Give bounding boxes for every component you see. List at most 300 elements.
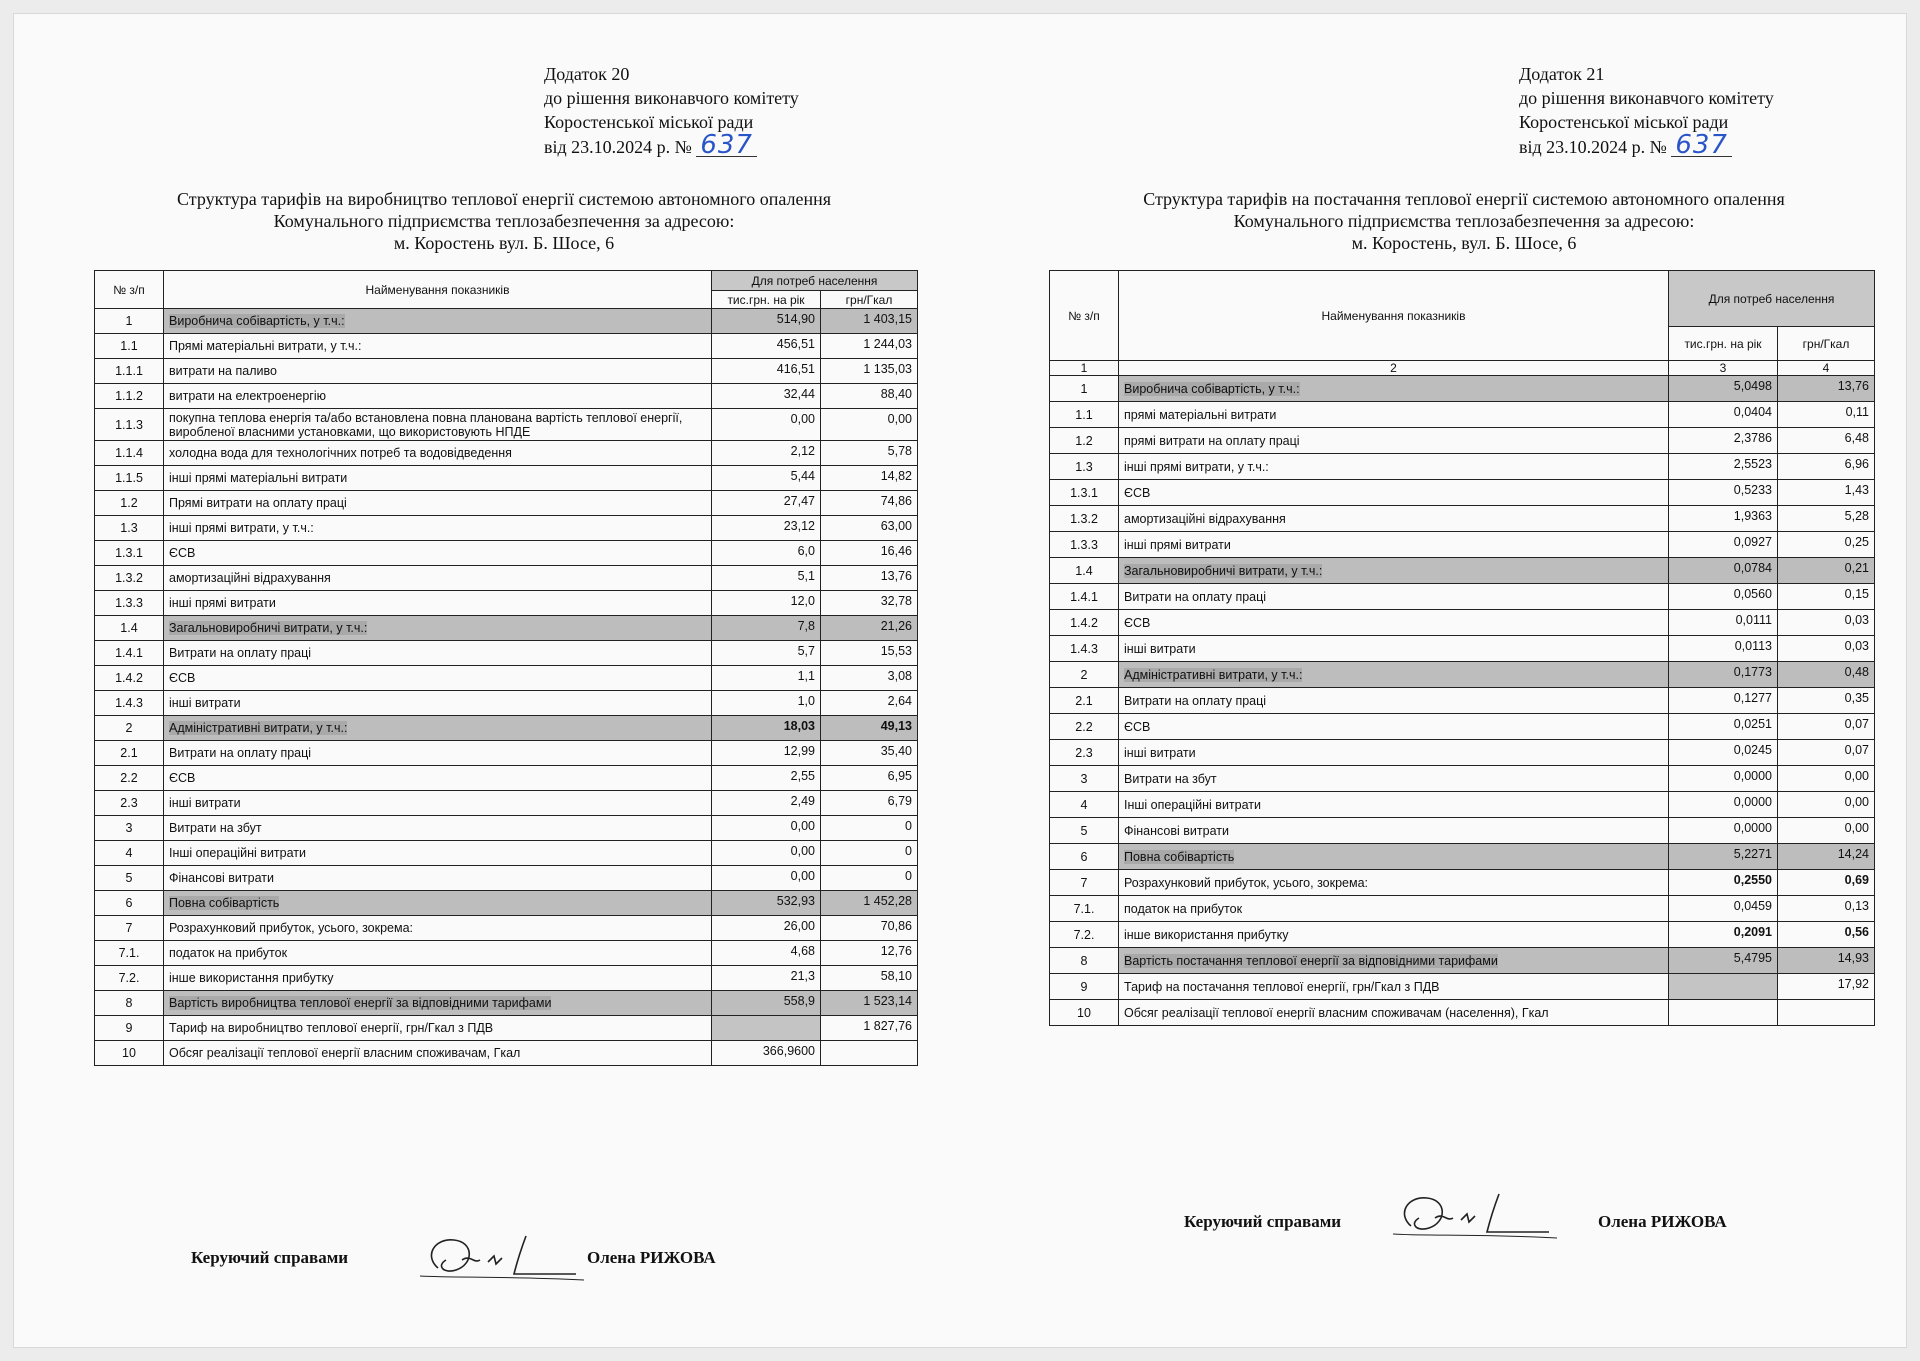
row-indicator-label: ЄСВ xyxy=(169,671,196,685)
row-indicator-name xyxy=(164,359,712,384)
tariff-structure-table xyxy=(1049,270,1875,1026)
row-value-uah-per-gcal: 3,08 xyxy=(821,666,918,691)
row-number: 10 xyxy=(1050,1000,1119,1026)
row-indicator-name xyxy=(1119,818,1669,844)
tariff-structure-table xyxy=(94,270,918,1066)
row-indicator-label: витрати на електроенергію xyxy=(169,389,326,403)
row-indicator-label: ЄСВ xyxy=(169,546,196,560)
row-number: 1.4.1 xyxy=(95,641,164,666)
row-value-uah-per-gcal: 0,15 xyxy=(1778,584,1875,610)
row-number: 2 xyxy=(95,716,164,741)
table-row xyxy=(95,816,918,841)
row-value-thousand-uah: 5,0498 xyxy=(1669,376,1778,402)
row-value-uah-per-gcal: 0,25 xyxy=(1778,532,1875,558)
row-number: 1.3.3 xyxy=(95,591,164,616)
appendix-label: Додаток 21 xyxy=(1519,64,1605,84)
row-value-uah-per-gcal: 0,21 xyxy=(1778,558,1875,584)
row-value-uah-per-gcal: 13,76 xyxy=(821,566,918,591)
row-indicator-label: прямі матеріальні витрати xyxy=(1124,407,1277,422)
table-row xyxy=(95,716,918,741)
row-indicator-label: Витрати на оплату праці xyxy=(169,646,312,660)
row-indicator-name xyxy=(164,641,712,666)
row-value-thousand-uah: 12,0 xyxy=(712,591,821,616)
table-row xyxy=(95,691,918,716)
table-row xyxy=(1050,480,1875,506)
row-value-uah-per-gcal: 5,78 xyxy=(821,441,918,466)
table-row xyxy=(95,566,918,591)
row-indicator-label: Загальновиробничі витрати, у т.ч.: xyxy=(169,621,368,635)
row-value-thousand-uah: 558,9 xyxy=(712,991,821,1016)
table-row xyxy=(1050,428,1875,454)
table-row xyxy=(1050,974,1875,1000)
row-value-thousand-uah: 12,99 xyxy=(712,741,821,766)
row-indicator-name xyxy=(164,791,712,816)
row-value-thousand-uah: 5,4795 xyxy=(1669,948,1778,974)
row-value-uah-per-gcal: 1 452,28 xyxy=(821,891,918,916)
row-indicator-label: інше використання прибутку xyxy=(1124,927,1289,942)
row-value-thousand-uah: 0,0111 xyxy=(1669,610,1778,636)
row-indicator-name xyxy=(164,916,712,941)
table-row xyxy=(95,791,918,816)
row-indicator-name xyxy=(164,1041,712,1066)
row-number: 8 xyxy=(95,991,164,1016)
row-indicator-label: Адміністративні витрати, у т.ч.: xyxy=(169,721,348,735)
row-value-uah-per-gcal: 6,95 xyxy=(821,766,918,791)
table-row xyxy=(95,591,918,616)
decision-number-handwritten: 637 xyxy=(1671,134,1732,157)
row-indicator-name xyxy=(164,666,712,691)
row-indicator-name xyxy=(164,991,712,1016)
row-value-uah-per-gcal: 1 403,15 xyxy=(821,309,918,334)
row-number: 1.4.2 xyxy=(1050,610,1119,636)
row-number: 9 xyxy=(1050,974,1119,1000)
table-row xyxy=(1050,844,1875,870)
row-value-thousand-uah: 0,0459 xyxy=(1669,896,1778,922)
row-number: 7 xyxy=(1050,870,1119,896)
row-indicator-label: Витрати на оплату праці xyxy=(169,746,312,760)
row-number: 9 xyxy=(95,1016,164,1041)
row-value-thousand-uah: 1,9363 xyxy=(1669,506,1778,532)
handwritten-signature xyxy=(1389,1188,1559,1242)
table-row xyxy=(95,941,918,966)
row-indicator-name xyxy=(164,966,712,991)
row-indicator-label: Розрахунковий прибуток, усього, зокрема: xyxy=(169,921,414,935)
row-indicator-name xyxy=(1119,376,1669,402)
row-value-uah-per-gcal: 2,64 xyxy=(821,691,918,716)
row-value-thousand-uah: 1,0 xyxy=(712,691,821,716)
row-value-uah-per-gcal: 0,13 xyxy=(1778,896,1875,922)
appendix-label: Додаток 20 xyxy=(544,64,630,84)
row-value-uah-per-gcal: 14,93 xyxy=(1778,948,1875,974)
row-value-uah-per-gcal: 1 523,14 xyxy=(821,991,918,1016)
row-indicator-name xyxy=(1119,610,1669,636)
appendix-header xyxy=(544,62,904,159)
table-row xyxy=(95,891,918,916)
row-number: 1.3.1 xyxy=(95,541,164,566)
table-row xyxy=(95,916,918,941)
row-indicator-name xyxy=(1119,558,1669,584)
row-indicator-name xyxy=(164,491,712,516)
row-value-thousand-uah: 0,0784 xyxy=(1669,558,1778,584)
row-indicator-label: Вартість виробництва теплової енергії за відповідними тарифами xyxy=(169,996,552,1010)
row-indicator-label: Витрати на оплату праці xyxy=(1124,693,1267,708)
row-value-uah-per-gcal: 63,00 xyxy=(821,516,918,541)
row-number: 1.1 xyxy=(1050,402,1119,428)
row-value-thousand-uah: 0,0245 xyxy=(1669,740,1778,766)
table-row xyxy=(95,359,918,384)
row-indicator-label: Повна собівартість xyxy=(169,896,280,910)
row-indicator-name xyxy=(1119,714,1669,740)
appendix-decision-line: до рішення виконавчого комітету xyxy=(1519,88,1774,108)
row-value-thousand-uah: 21,3 xyxy=(712,966,821,991)
row-number: 6 xyxy=(95,891,164,916)
row-value-thousand-uah: 27,47 xyxy=(712,491,821,516)
row-indicator-name xyxy=(164,384,712,409)
row-number: 1.3.3 xyxy=(1050,532,1119,558)
row-number: 1.3 xyxy=(95,516,164,541)
row-value-thousand-uah: 2,55 xyxy=(712,766,821,791)
table-row xyxy=(1050,818,1875,844)
row-value-thousand-uah xyxy=(1669,974,1778,1000)
row-value-uah-per-gcal xyxy=(1778,1000,1875,1026)
row-indicator-label: витрати на паливо xyxy=(169,364,277,378)
row-indicator-label: ЄСВ xyxy=(1124,485,1151,500)
row-indicator-name xyxy=(164,866,712,891)
column-index-4: 4 xyxy=(1778,361,1875,376)
row-value-uah-per-gcal: 88,40 xyxy=(821,384,918,409)
row-indicator-name xyxy=(164,516,712,541)
table-row xyxy=(1050,610,1875,636)
table-row xyxy=(1050,558,1875,584)
row-indicator-label: Фінансові витрати xyxy=(169,871,274,885)
row-value-thousand-uah: 0,1277 xyxy=(1669,688,1778,714)
row-value-uah-per-gcal: 6,48 xyxy=(1778,428,1875,454)
row-value-thousand-uah: 18,03 xyxy=(712,716,821,741)
row-indicator-label: Прямі витрати на оплату праці xyxy=(169,496,347,510)
appendix-date: від 23.10.2024 р. № xyxy=(1519,137,1667,157)
row-number: 2.3 xyxy=(95,791,164,816)
signature-block xyxy=(1184,1210,1884,1250)
table-row xyxy=(95,309,918,334)
table-row xyxy=(95,466,918,491)
row-value-uah-per-gcal: 14,82 xyxy=(821,466,918,491)
appendix-council-line: Коростенської міської ради xyxy=(1519,112,1729,132)
column-header-number: № з/п xyxy=(95,271,164,309)
row-indicator-name xyxy=(1119,766,1669,792)
row-indicator-label: амортизаційні відрахування xyxy=(169,571,331,585)
row-value-thousand-uah: 0,0113 xyxy=(1669,636,1778,662)
row-indicator-name xyxy=(164,566,712,591)
row-number: 1.4.2 xyxy=(95,666,164,691)
row-indicator-label: Обсяг реалізації теплової енергії власним споживачам (населення), Гкал xyxy=(1124,1005,1549,1020)
row-value-thousand-uah: 0,0560 xyxy=(1669,584,1778,610)
row-number: 1.2 xyxy=(95,491,164,516)
row-indicator-label: ЄСВ xyxy=(1124,719,1151,734)
row-indicator-label: інші прямі витрати, у т.ч.: xyxy=(169,521,314,535)
row-value-uah-per-gcal: 0,00 xyxy=(1778,766,1875,792)
row-indicator-label: інші витрати xyxy=(1124,641,1196,656)
row-number: 4 xyxy=(95,841,164,866)
row-indicator-label: Інші операційні витрати xyxy=(169,846,306,860)
row-indicator-name xyxy=(164,941,712,966)
column-header-group: Для потреб населення xyxy=(1669,271,1875,327)
table-row xyxy=(95,441,918,466)
row-number: 5 xyxy=(1050,818,1119,844)
row-value-uah-per-gcal: 0 xyxy=(821,841,918,866)
table-body xyxy=(95,309,918,1066)
row-value-uah-per-gcal: 1 244,03 xyxy=(821,334,918,359)
row-indicator-label: інші прямі матеріальні витрати xyxy=(169,471,348,485)
table-row xyxy=(1050,402,1875,428)
table-row xyxy=(95,641,918,666)
row-value-thousand-uah: 0,1773 xyxy=(1669,662,1778,688)
row-number: 2.1 xyxy=(95,741,164,766)
signatory-name: Олена РИЖОВА xyxy=(1598,1212,1727,1231)
row-value-thousand-uah: 0,0000 xyxy=(1669,792,1778,818)
row-indicator-name xyxy=(164,841,712,866)
title-line-1: Структура тарифів на постачання теплової енергії системою автономного опалення xyxy=(1143,189,1785,209)
column-header-uah-per-gcal: грн/Гкал xyxy=(1778,327,1875,361)
row-indicator-label: Розрахунковий прибуток, усього, зокрема: xyxy=(1124,875,1369,890)
row-number: 1.4.3 xyxy=(95,691,164,716)
column-header-uah-per-gcal: грн/Гкал xyxy=(821,291,918,309)
row-value-thousand-uah: 0,00 xyxy=(712,841,821,866)
row-indicator-label: інші витрати xyxy=(169,796,241,810)
row-value-uah-per-gcal: 0,03 xyxy=(1778,636,1875,662)
table-row xyxy=(95,541,918,566)
row-indicator-label: прямі витрати на оплату праці xyxy=(1124,433,1300,448)
row-number: 6 xyxy=(1050,844,1119,870)
row-value-thousand-uah: 0,2550 xyxy=(1669,870,1778,896)
decision-number-handwritten: 637 xyxy=(696,134,757,157)
row-value-thousand-uah: 0,5233 xyxy=(1669,480,1778,506)
table-row xyxy=(1050,376,1875,402)
table-row xyxy=(1050,1000,1875,1026)
row-value-uah-per-gcal: 70,86 xyxy=(821,916,918,941)
row-indicator-label: Вартість постачання теплової енергії за відповідними тарифами xyxy=(1124,953,1498,968)
table-row xyxy=(1050,792,1875,818)
row-value-uah-per-gcal: 1 135,03 xyxy=(821,359,918,384)
row-indicator-label: Витрати на збут xyxy=(1124,771,1217,786)
row-value-uah-per-gcal: 32,78 xyxy=(821,591,918,616)
row-indicator-label: холодна вода для технологічних потреб та водовідведення xyxy=(169,446,512,460)
row-number: 4 xyxy=(1050,792,1119,818)
row-value-thousand-uah: 2,5523 xyxy=(1669,454,1778,480)
row-number: 1.3 xyxy=(1050,454,1119,480)
row-indicator-name xyxy=(1119,402,1669,428)
row-number: 1.1.1 xyxy=(95,359,164,384)
row-indicator-name xyxy=(1119,480,1669,506)
row-value-thousand-uah: 5,44 xyxy=(712,466,821,491)
handwritten-signature xyxy=(416,1230,586,1284)
row-value-uah-per-gcal: 0,00 xyxy=(1778,792,1875,818)
row-number: 1.4 xyxy=(1050,558,1119,584)
document-title xyxy=(74,188,934,254)
row-number: 10 xyxy=(95,1041,164,1066)
table-row xyxy=(95,1016,918,1041)
row-indicator-label: ЄСВ xyxy=(1124,615,1151,630)
row-indicator-label: Виробнича собівартість, у т.ч.: xyxy=(1124,381,1300,396)
row-number: 1.1 xyxy=(95,334,164,359)
row-number: 2.2 xyxy=(1050,714,1119,740)
appendix-council-line: Коростенської міської ради xyxy=(544,112,754,132)
row-indicator-name xyxy=(1119,1000,1669,1026)
row-value-uah-per-gcal: 0,48 xyxy=(1778,662,1875,688)
row-indicator-label: Адміністративні витрати, у т.ч.: xyxy=(1124,667,1303,682)
row-indicator-label: інші прямі витрати xyxy=(169,596,276,610)
row-indicator-name xyxy=(164,891,712,916)
row-value-thousand-uah: 2,12 xyxy=(712,441,821,466)
table-row xyxy=(1050,948,1875,974)
row-value-uah-per-gcal: 6,79 xyxy=(821,791,918,816)
appendix-date-line xyxy=(1519,130,1879,160)
row-indicator-name xyxy=(164,691,712,716)
row-value-thousand-uah: 23,12 xyxy=(712,516,821,541)
row-indicator-name xyxy=(164,1016,712,1041)
row-indicator-label: Витрати на оплату праці xyxy=(1124,589,1267,604)
row-value-thousand-uah: 366,9600 xyxy=(712,1041,821,1066)
row-indicator-label: інші витрати xyxy=(169,696,241,710)
row-indicator-label: податок на прибуток xyxy=(1124,901,1243,916)
row-number: 5 xyxy=(95,866,164,891)
row-indicator-name xyxy=(164,766,712,791)
table-row xyxy=(95,766,918,791)
row-value-thousand-uah: 456,51 xyxy=(712,334,821,359)
document-title xyxy=(1034,188,1894,254)
row-indicator-name xyxy=(1119,844,1669,870)
row-number: 1.1.5 xyxy=(95,466,164,491)
row-indicator-name xyxy=(164,591,712,616)
row-value-uah-per-gcal: 16,46 xyxy=(821,541,918,566)
table-row xyxy=(1050,532,1875,558)
table-row xyxy=(95,409,918,441)
table-row xyxy=(1050,740,1875,766)
row-value-uah-per-gcal: 5,28 xyxy=(1778,506,1875,532)
row-indicator-name xyxy=(164,816,712,841)
row-indicator-label: амортизаційні відрахування xyxy=(1124,511,1286,526)
row-value-uah-per-gcal: 12,76 xyxy=(821,941,918,966)
row-indicator-name xyxy=(1119,688,1669,714)
row-value-thousand-uah: 416,51 xyxy=(712,359,821,384)
row-number: 1.3.2 xyxy=(1050,506,1119,532)
row-value-uah-per-gcal: 0 xyxy=(821,816,918,841)
table-row xyxy=(1050,506,1875,532)
row-value-thousand-uah xyxy=(712,1016,821,1041)
signatory-role: Керуючий справами xyxy=(191,1248,349,1267)
row-number: 2.3 xyxy=(1050,740,1119,766)
row-indicator-name xyxy=(164,741,712,766)
row-number: 1.4.3 xyxy=(1050,636,1119,662)
row-indicator-name xyxy=(1119,740,1669,766)
row-indicator-name xyxy=(164,466,712,491)
row-value-thousand-uah: 0,00 xyxy=(712,866,821,891)
row-number: 7.1. xyxy=(1050,896,1119,922)
column-index-2: 2 xyxy=(1119,361,1669,376)
row-number: 7.2. xyxy=(1050,922,1119,948)
row-value-thousand-uah: 4,68 xyxy=(712,941,821,966)
appendix-date-line xyxy=(544,130,904,160)
row-value-thousand-uah: 1,1 xyxy=(712,666,821,691)
row-value-uah-per-gcal: 17,92 xyxy=(1778,974,1875,1000)
row-indicator-name xyxy=(1119,974,1669,1000)
row-value-thousand-uah: 0,0000 xyxy=(1669,818,1778,844)
row-value-thousand-uah: 0,0404 xyxy=(1669,402,1778,428)
title-line-2: Комунального підприємства теплозабезпечення за адресою: xyxy=(1233,211,1695,231)
table-row xyxy=(1050,584,1875,610)
table-row xyxy=(1050,688,1875,714)
title-line-3: м. Коростень вул. Б. Шосе, 6 xyxy=(393,233,615,253)
row-indicator-name xyxy=(1119,532,1669,558)
row-indicator-label: покупна теплова енергія та/або встановлена повна планована вартість теплової енергії, виробленої власними установками, що використовують НПДЕ xyxy=(169,410,683,439)
row-number: 1 xyxy=(95,309,164,334)
table-row xyxy=(1050,662,1875,688)
column-index-3: 3 xyxy=(1669,361,1778,376)
row-indicator-label: Фінансові витрати xyxy=(1124,823,1229,838)
row-number: 1.1.2 xyxy=(95,384,164,409)
row-indicator-name xyxy=(1119,454,1669,480)
row-value-uah-per-gcal: 6,96 xyxy=(1778,454,1875,480)
row-value-thousand-uah: 26,00 xyxy=(712,916,821,941)
row-indicator-label: Тариф на виробництво теплової енергії, грн/Гкал з ПДВ xyxy=(169,1021,494,1035)
row-indicator-label: інші витрати xyxy=(1124,745,1196,760)
appendix-header xyxy=(1519,62,1879,159)
row-indicator-label: податок на прибуток xyxy=(169,946,288,960)
column-index-1: 1 xyxy=(1050,361,1119,376)
row-value-uah-per-gcal: 15,53 xyxy=(821,641,918,666)
row-indicator-label: Обсяг реалізації теплової енергії власним споживачам, Гкал xyxy=(169,1046,521,1060)
signatory-role: Керуючий справами xyxy=(1184,1212,1342,1231)
appendix-date: від 23.10.2024 р. № xyxy=(544,137,692,157)
column-header-thousand-uah: тис.грн. на рік xyxy=(712,291,821,309)
row-indicator-label: Повна собівартість xyxy=(1124,849,1235,864)
row-indicator-label: Тариф на постачання теплової енергії, грн/Гкал з ПДВ xyxy=(1124,979,1440,994)
row-number: 1.4 xyxy=(95,616,164,641)
row-number: 1.1.4 xyxy=(95,441,164,466)
row-indicator-name xyxy=(1119,792,1669,818)
row-value-uah-per-gcal: 0,11 xyxy=(1778,402,1875,428)
row-value-uah-per-gcal: 0,03 xyxy=(1778,610,1875,636)
row-value-thousand-uah: 514,90 xyxy=(712,309,821,334)
row-indicator-name xyxy=(1119,506,1669,532)
row-value-thousand-uah: 532,93 xyxy=(712,891,821,916)
row-value-uah-per-gcal: 0,07 xyxy=(1778,740,1875,766)
row-indicator-label: Витрати на збут xyxy=(169,821,262,835)
row-value-thousand-uah: 0,00 xyxy=(712,816,821,841)
row-indicator-name xyxy=(1119,922,1669,948)
row-value-thousand-uah: 2,49 xyxy=(712,791,821,816)
table-row xyxy=(95,1041,918,1066)
row-number: 8 xyxy=(1050,948,1119,974)
row-indicator-label: ЄСВ xyxy=(169,771,196,785)
row-number: 7.1. xyxy=(95,941,164,966)
row-indicator-name xyxy=(1119,870,1669,896)
row-value-thousand-uah: 0,0000 xyxy=(1669,766,1778,792)
column-header-group: Для потреб населення xyxy=(712,271,918,291)
row-value-uah-per-gcal: 0,56 xyxy=(1778,922,1875,948)
row-value-thousand-uah: 5,1 xyxy=(712,566,821,591)
row-value-uah-per-gcal: 0 xyxy=(821,866,918,891)
row-value-uah-per-gcal: 1,43 xyxy=(1778,480,1875,506)
appendix-decision-line: до рішення виконавчого комітету xyxy=(544,88,799,108)
row-indicator-name xyxy=(1119,636,1669,662)
row-value-uah-per-gcal: 35,40 xyxy=(821,741,918,766)
table-row xyxy=(1050,896,1875,922)
row-number: 2 xyxy=(1050,662,1119,688)
row-value-uah-per-gcal: 0,35 xyxy=(1778,688,1875,714)
table-row xyxy=(95,491,918,516)
row-indicator-name xyxy=(164,409,712,441)
row-indicator-name xyxy=(164,309,712,334)
